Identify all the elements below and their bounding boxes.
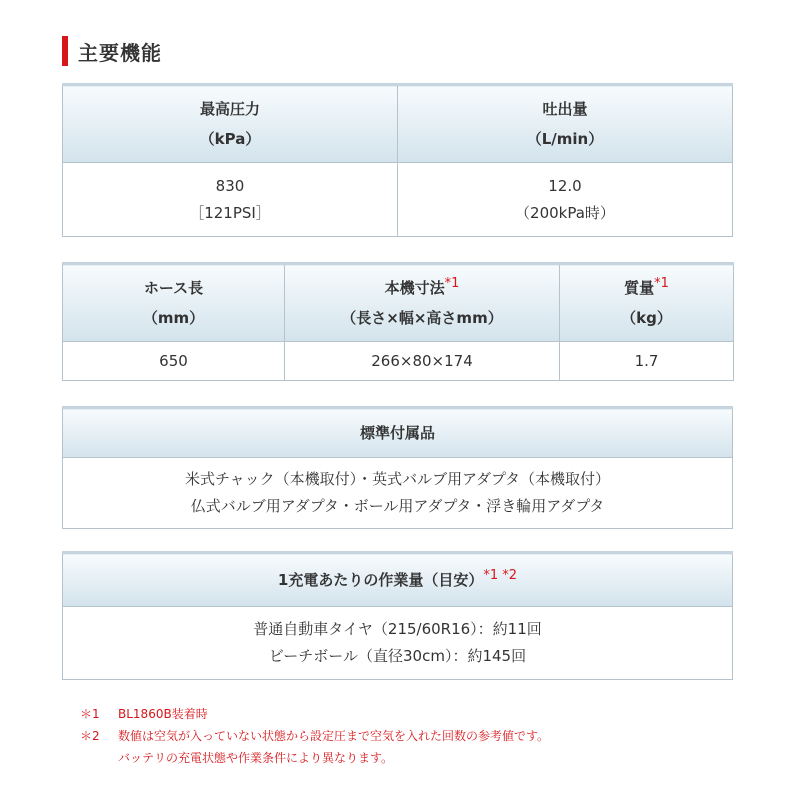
footnote-text: 数値は空気が入っていない状態から設定圧まで空気を入れた回数の参考値です。 — [118, 729, 550, 743]
header-unit: （kPa） — [199, 130, 261, 148]
note-mark: *1 *2 — [483, 568, 518, 583]
header-weight — [560, 264, 734, 342]
header-hose-length — [63, 264, 285, 342]
header-label: 吐出量 — [542, 100, 588, 118]
header-label: 1充電あたりの作業量（目安） — [277, 571, 484, 589]
value-flow-rate — [398, 163, 733, 237]
header-label: 質量 — [624, 279, 655, 297]
note-mark: *1 — [654, 276, 669, 291]
section-title — [62, 34, 162, 68]
footnote-mark: ＊2 — [80, 729, 100, 743]
value-main: 12.0 — [548, 176, 582, 195]
accessories-line: 仏式バルブ用アダプタ・ボール用アダプタ・浮き輪用アダプタ — [190, 497, 605, 515]
spec-table-work-per-charge — [62, 551, 733, 680]
header-work-per-charge — [63, 553, 733, 607]
work-per-charge-list — [63, 607, 733, 680]
spec-table-dimensions — [62, 262, 734, 381]
title-accent-bar — [62, 36, 68, 66]
accessories-line: 米式チャック（本機取付）・英式バルブ用アダプタ（本機取付） — [185, 470, 610, 488]
value-main: 830 — [215, 176, 245, 195]
header-dimensions — [285, 264, 560, 342]
header-unit: （kg） — [621, 309, 672, 327]
footnote-2-continued: バッテリの充電状態や作業条件により異なります。 — [118, 751, 394, 765]
header-unit: （mm） — [142, 309, 205, 327]
footnotes — [80, 703, 549, 769]
note-mark: *1 — [444, 276, 460, 291]
value-dimensions: 266×80×174 — [285, 342, 560, 381]
work-line: 普通自動車タイヤ（215/60R16）：約11回 — [253, 620, 542, 638]
accessories-list — [63, 458, 733, 529]
header-max-pressure — [63, 85, 398, 163]
work-line: ビーチボール（直径30cm）：約145回 — [268, 647, 527, 665]
header-label: 本機寸法 — [384, 279, 445, 297]
header-unit: （L/min） — [526, 130, 604, 148]
footnote-mark: ＊1 — [80, 707, 100, 721]
value-max-pressure — [63, 163, 398, 237]
header-flow-rate — [398, 85, 733, 163]
value-hose-length: 650 — [63, 342, 285, 381]
spec-table-pressure-flow — [62, 83, 733, 237]
header-unit: （長さ×幅×高さmm） — [341, 309, 503, 327]
section-title-text: 主要機能 — [78, 40, 162, 65]
value-sub: （200kPa時） — [515, 203, 615, 222]
value-sub: ［121PSI］ — [189, 203, 271, 222]
spec-table-accessories — [62, 406, 733, 529]
footnote-text: BL1860B装着時 — [118, 707, 208, 721]
header-accessories: 標準付属品 — [63, 408, 733, 458]
value-weight: 1.7 — [560, 342, 734, 381]
footnote-1 — [80, 703, 549, 725]
header-label: ホース長 — [143, 279, 204, 297]
header-label: 最高圧力 — [199, 100, 260, 118]
footnote-2 — [80, 725, 549, 747]
